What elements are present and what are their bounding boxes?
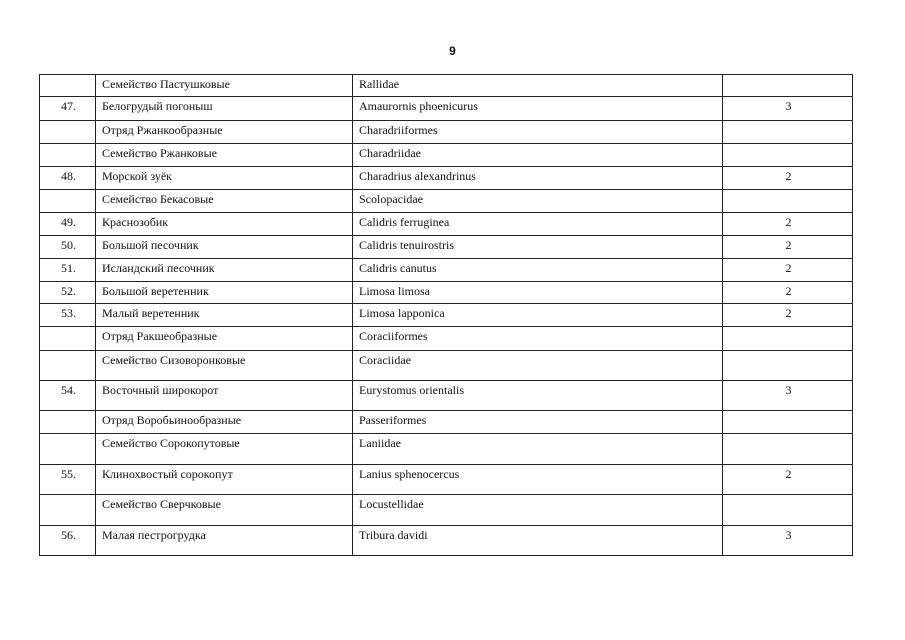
row-number-cell	[40, 351, 96, 381]
category-text	[729, 75, 848, 77]
russian-name-text: Краснозобик	[102, 215, 169, 229]
row-number-text: 55.	[61, 467, 76, 481]
category-cell	[723, 259, 853, 282]
russian-name-text: Семейство Сверчковые	[102, 497, 221, 511]
row-number-cell	[40, 144, 96, 167]
row-number-text	[46, 121, 91, 123]
russian-name-text: Восточный широкорот	[102, 383, 219, 397]
russian-name-text: Отряд Ракшеобразные	[102, 329, 218, 343]
category-cell	[723, 213, 853, 236]
row-number-cell	[40, 526, 96, 556]
russian-name-text: Отряд Ржанкообразные	[102, 123, 223, 137]
row-number-cell	[40, 190, 96, 213]
russian-name-text: Семейство Пастушковые	[102, 77, 230, 91]
latin-name-cell	[353, 495, 723, 526]
row-number-cell	[40, 213, 96, 236]
russian-name-cell	[96, 411, 353, 434]
row-number-cell	[40, 236, 96, 259]
table-row	[40, 236, 853, 259]
russian-name-cell	[96, 190, 353, 213]
russian-name-cell	[96, 465, 353, 495]
row-number-cell	[40, 259, 96, 282]
latin-name-cell	[353, 259, 723, 282]
category-cell	[723, 526, 853, 556]
table-row	[40, 213, 853, 236]
russian-name-text: Малый веретенник	[102, 306, 200, 320]
row-number-text	[46, 144, 91, 146]
latin-name-cell	[353, 282, 723, 304]
latin-name-cell	[353, 167, 723, 190]
russian-name-text: Большой песочник	[102, 238, 199, 252]
category-text	[729, 190, 848, 192]
russian-name-text: Отряд Воробьинообразные	[102, 413, 242, 427]
category-cell	[723, 282, 853, 304]
row-number-text	[46, 327, 91, 329]
row-number-text	[46, 495, 91, 497]
row-number-text: 53.	[61, 306, 76, 320]
table-row	[40, 304, 853, 327]
latin-name-cell	[353, 304, 723, 327]
category-text: 2	[785, 306, 792, 320]
table-row	[40, 144, 853, 167]
table-row	[40, 351, 853, 381]
russian-name-cell	[96, 97, 353, 121]
latin-name-text: Rallidae	[359, 77, 399, 91]
row-number-text: 51.	[61, 261, 76, 275]
latin-name-text: Tribura davidi	[359, 528, 428, 542]
russian-name-text: Семейство Сизоворонковые	[102, 353, 246, 367]
category-text	[729, 144, 848, 146]
row-number-cell	[40, 327, 96, 351]
species-table-body	[40, 75, 853, 556]
russian-name-cell	[96, 434, 353, 465]
row-number-cell	[40, 411, 96, 434]
table-row	[40, 259, 853, 282]
category-cell	[723, 434, 853, 465]
row-number-cell	[40, 381, 96, 411]
russian-name-cell	[96, 167, 353, 190]
russian-name-cell	[96, 327, 353, 351]
latin-name-text: Calidris ferruginea	[359, 215, 450, 229]
table-row	[40, 282, 853, 304]
category-cell	[723, 381, 853, 411]
table-row	[40, 327, 853, 351]
russian-name-text: Семейство Бекасовые	[102, 192, 214, 206]
category-text: 2	[785, 284, 792, 298]
row-number-text: 52.	[61, 284, 76, 298]
category-cell	[723, 144, 853, 167]
category-text: 2	[785, 261, 792, 275]
row-number-text: 54.	[61, 383, 76, 397]
category-cell	[723, 327, 853, 351]
russian-name-text: Малая пестрогрудка	[102, 528, 206, 542]
page-number: 9	[449, 44, 456, 58]
row-number-text	[46, 75, 91, 77]
row-number-cell	[40, 121, 96, 144]
row-number-cell	[40, 304, 96, 327]
latin-name-text: Charadriidae	[359, 146, 421, 160]
row-number-text: 47.	[61, 99, 76, 113]
latin-name-cell	[353, 75, 723, 97]
russian-name-cell	[96, 75, 353, 97]
category-cell	[723, 75, 853, 97]
latin-name-cell	[353, 190, 723, 213]
table-row	[40, 434, 853, 465]
category-cell	[723, 465, 853, 495]
russian-name-cell	[96, 304, 353, 327]
russian-name-cell	[96, 213, 353, 236]
latin-name-cell	[353, 381, 723, 411]
russian-name-cell	[96, 526, 353, 556]
category-cell	[723, 167, 853, 190]
russian-name-text: Морской зуёк	[102, 169, 172, 183]
russian-name-cell	[96, 381, 353, 411]
latin-name-cell	[353, 411, 723, 434]
latin-name-text: Charadriiformes	[359, 123, 438, 137]
category-text: 2	[785, 238, 792, 252]
row-number-text: 49.	[61, 215, 76, 229]
row-number-text: 56.	[61, 528, 76, 542]
row-number-text: 48.	[61, 169, 76, 183]
category-cell	[723, 190, 853, 213]
category-text	[729, 351, 848, 353]
russian-name-text: Большой веретенник	[102, 284, 209, 298]
russian-name-cell	[96, 282, 353, 304]
category-cell	[723, 121, 853, 144]
category-text: 3	[785, 528, 792, 542]
species-table	[39, 74, 853, 556]
table-row	[40, 381, 853, 411]
row-number-text	[46, 434, 91, 436]
category-text	[729, 495, 848, 497]
russian-name-cell	[96, 495, 353, 526]
table-row	[40, 411, 853, 434]
category-cell	[723, 304, 853, 327]
table-row	[40, 75, 853, 97]
russian-name-text: Исландский песочник	[102, 261, 215, 275]
latin-name-text: Calidris tenuirostris	[359, 238, 454, 252]
row-number-cell	[40, 465, 96, 495]
category-cell	[723, 411, 853, 434]
russian-name-cell	[96, 144, 353, 167]
latin-name-text: Coraciidae	[359, 353, 411, 367]
latin-name-text: Limosa lapponica	[359, 306, 445, 320]
russian-name-text: Клинохвостый сорокопут	[102, 467, 233, 481]
row-number-cell	[40, 282, 96, 304]
latin-name-text: Calidris canutus	[359, 261, 437, 275]
latin-name-cell	[353, 144, 723, 167]
category-text: 2	[785, 467, 792, 481]
latin-name-cell	[353, 213, 723, 236]
row-number-text	[46, 411, 91, 413]
latin-name-cell	[353, 121, 723, 144]
latin-name-text: Passeriformes	[359, 413, 427, 427]
latin-name-cell	[353, 526, 723, 556]
russian-name-text: Белогрудый погоныш	[102, 99, 213, 113]
category-cell	[723, 495, 853, 526]
category-text: 3	[785, 383, 792, 397]
latin-name-text: Coraciiformes	[359, 329, 428, 343]
row-number-cell	[40, 97, 96, 121]
category-cell	[723, 236, 853, 259]
latin-name-text: Eurystomus orientalis	[359, 383, 464, 397]
russian-name-cell	[96, 121, 353, 144]
category-cell	[723, 97, 853, 121]
latin-name-cell	[353, 236, 723, 259]
row-number-cell	[40, 495, 96, 526]
table-row	[40, 526, 853, 556]
table-row	[40, 190, 853, 213]
category-text	[729, 434, 848, 436]
latin-name-cell	[353, 351, 723, 381]
row-number-cell	[40, 434, 96, 465]
row-number-text	[46, 190, 91, 192]
category-text	[729, 327, 848, 329]
latin-name-text: Amaurornis phoenicurus	[359, 99, 478, 113]
category-text: 2	[785, 169, 792, 183]
russian-name-cell	[96, 259, 353, 282]
russian-name-cell	[96, 351, 353, 381]
latin-name-text: Limosa limosa	[359, 284, 430, 298]
latin-name-cell	[353, 465, 723, 495]
row-number-cell	[40, 167, 96, 190]
table-row	[40, 97, 853, 121]
russian-name-text: Семейство Сорокопутовые	[102, 436, 240, 450]
category-text: 3	[785, 99, 792, 113]
row-number-cell	[40, 75, 96, 97]
latin-name-cell	[353, 97, 723, 121]
latin-name-text: Scolopacidae	[359, 192, 423, 206]
table-row	[40, 495, 853, 526]
russian-name-text: Семейство Ржанковые	[102, 146, 217, 160]
latin-name-text: Charadrius alexandrinus	[359, 169, 476, 183]
latin-name-text: Laniidae	[359, 436, 401, 450]
table-row	[40, 121, 853, 144]
row-number-text	[46, 351, 91, 353]
russian-name-cell	[96, 236, 353, 259]
category-text: 2	[785, 215, 792, 229]
row-number-text: 50.	[61, 238, 76, 252]
latin-name-text: Lanius sphenocercus	[359, 467, 460, 481]
category-text	[729, 411, 848, 413]
latin-name-cell	[353, 327, 723, 351]
latin-name-cell	[353, 434, 723, 465]
table-row	[40, 167, 853, 190]
table-row	[40, 465, 853, 495]
category-text	[729, 121, 848, 123]
category-cell	[723, 351, 853, 381]
latin-name-text: Locustellidae	[359, 497, 424, 511]
